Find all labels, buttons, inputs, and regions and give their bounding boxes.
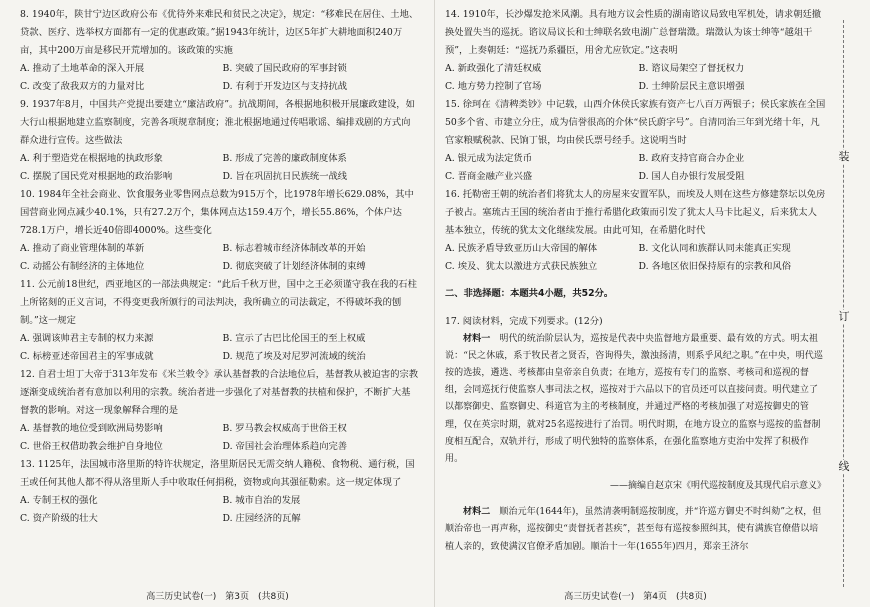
option-c: C. 埃及、犹太以激进方式获民族独立 bbox=[445, 261, 598, 272]
option-d: D. 庄园经济的瓦解 bbox=[222, 513, 301, 524]
option-c: C. 摆脱了国民党对根据地的政治影响 bbox=[20, 171, 173, 182]
option-c: C. 世俗王权借助教会维护自身地位 bbox=[20, 441, 163, 452]
material-1-label: 材料一 bbox=[463, 333, 491, 344]
question-16-options bbox=[445, 240, 826, 276]
option-a: A. 基督教的地位受到欧洲局势影响 bbox=[20, 423, 163, 434]
option-d: D. 旨在巩固抗日民族统一战线 bbox=[222, 171, 348, 182]
option-d: D. 帝国社会治理体系趋向完善 bbox=[222, 441, 348, 452]
question-15-options bbox=[445, 150, 826, 186]
option-c: C. 地方势力控制了官场 bbox=[445, 81, 542, 92]
question-13-stem: 13. 1125年，法国城市洛里斯的特许状规定，洛里斯居民无需交纳人籍税、食物税、通行税，国王或任何其他人都不得从洛里斯人手中收取任何捐税，资物或向其强征勒索。这一规定体现了 bbox=[20, 459, 415, 488]
option-a: A. 民族矛盾导致亚历山大帝国的解体 bbox=[445, 243, 598, 254]
question-8-stem: 8. 1940年，陕甘宁边区政府公布《优待外来难民和贫民之决定》，规定：“移难民在居住、土地、贷款、医疗、选举权方面都有一定的优惠政策。”据1943年统计，边区5年扩大耕地面积240万亩，其中200万亩是移民开荒增加的。该政策的实施 bbox=[20, 9, 419, 56]
option-a: A. 银元成为法定货币 bbox=[445, 153, 532, 164]
option-b: B. 城市自治的发展 bbox=[222, 495, 301, 506]
material-2-label: 材料二 bbox=[463, 507, 491, 518]
question-14-options bbox=[445, 60, 826, 96]
option-c: C. 改变了敌我双方的力量对比 bbox=[20, 81, 145, 92]
question-11-options bbox=[20, 330, 419, 366]
option-d: D. 国人自办银行发展受阻 bbox=[638, 171, 745, 182]
question-16-stem: 16. 托勒密王朝的统治者们将犹太人的房屋来安置军队，而埃及人则在这些方修建祭坛以免房子被占。塞琉古王国的统治者由于推行希腊化政策而引发了犹太人马卡比起义，后来犹太人基本独立，传统的犹太文化继续发展。由此可知，在希腊化时代 bbox=[445, 189, 826, 236]
option-a: A. 推动了商业管理体制的革新 bbox=[20, 243, 145, 254]
option-d: D. 有利于开发边区与支持抗战 bbox=[222, 81, 348, 92]
question-13-options bbox=[20, 492, 419, 528]
option-c: C. 资产阶级的壮大 bbox=[20, 513, 98, 524]
option-b: B. 政府支持官商合办企业 bbox=[638, 153, 745, 164]
question-9-stem: 9. 1937年8月，中国共产党提出要建立“廉洁政府”。抗战期间，各根据地积极开展廉政建设，如大行山根据地建立监察制度，完善各项规章制度；淮北根据地通过传唱歌谣、编排戏剧的方式向群众进行宣传。这些做法 bbox=[20, 99, 415, 146]
material-2 bbox=[445, 504, 826, 556]
option-b: B. 形成了完善的廉政制度体系 bbox=[222, 153, 347, 164]
question-11-stem: 11. 公元前18世纪，西亚地区的一部法典规定：“此后千秋万世，国中之王必须谨守我在我的石柱上所铭刻的正义言词，不得变更我所颁行的司法判决，我所确立的司法裁定，不得破坏我的刨制。”这一规定 bbox=[20, 279, 417, 326]
option-b: B. 突破了国民政府的军事封锁 bbox=[222, 63, 347, 74]
question-17-stem: 17. 阅读材料，完成下列要求。(12分) bbox=[445, 315, 603, 327]
option-a: A. 专制王权的强化 bbox=[20, 495, 98, 506]
question-10-options bbox=[20, 240, 419, 276]
page-footer: 高三历史试卷(一) 第4页 (共8页) bbox=[564, 592, 707, 602]
section-heading: 二、非选择题：本题共4小题，共52分。 bbox=[445, 288, 614, 300]
option-d: D. 规范了埃及对尼罗河流域的统治 bbox=[222, 351, 366, 362]
binding-line bbox=[838, 20, 858, 587]
question-10-stem: 10. 1984年全社会商业、饮食服务业零售网点总数为915万个，比1978年增长629.08%，其中国营商业网点减少40.1%，只有27.2万个，集体网点达159.4万个，增长55.86%，个体户达728.1万户，增长近40倍即4000%。这些变化 bbox=[20, 189, 414, 236]
option-d: D. 彻底突破了计划经济体制的束缚 bbox=[222, 261, 366, 272]
option-b: B. 谘议局架空了督抚权力 bbox=[638, 63, 745, 74]
option-b: B. 宣示了古巴比伦国王的至上权威 bbox=[222, 333, 366, 344]
option-d: D. 各地区依旧保持原有的宗教和风俗 bbox=[638, 261, 791, 272]
option-a: A. 新政强化了清廷权威 bbox=[445, 63, 542, 74]
binding-char-xian: 线 bbox=[838, 460, 850, 473]
material-1-source: ——摘编自赵京宋《明代巡按制度及其现代启示意义》 bbox=[609, 481, 826, 492]
material-2-text: 顺治元年(1644年)，虽然清袭明制巡按制度，并“许巡方御史不时纠劾”之权，但顺治帝也一再声称，巡按御史“责督抚者甚疾”，甚至每有巡按参照纠其，使有满族官僚借以培植人亲的，致使满汉官僚矛盾加剧。顺治十一年(1655年)四月，郑亲王济尔 bbox=[445, 507, 822, 552]
option-c: C. 动摇公有制经济的主体地位 bbox=[20, 261, 145, 272]
material-1-text: 明代的统治阶层认为，巡按是代表中央监督地方最重要、最有效的方式。明太祖说：“民之休戚，系于牧民者之贤否，咨询得失，激浊扬清，则系乎风纪之职。”在中央，明代巡按的选拔，遴选、考核都由皇帝亲自负责；在地方，巡按有专门的监察、考核司和巡视的督组，会同巡抚行使监察人事司法之权，巡按对于六品以下的官员还可以直接问责。明代建立了以都察御史、监察御史、科道官为主的考核制度，并通过严格的考核加强了对巡按御史的管理，仅在英宗时期，就对25名巡按进行了治罚。明代时期，在地方设立的监察与巡按的监督制度相互配合，双轨并行，形成了明代独特的监察体系，在强化监察地方吏治中发挥了积极作用。 bbox=[445, 333, 824, 465]
option-d: D. 士绅阶层民主意识增强 bbox=[638, 81, 745, 92]
question-15-stem: 15. 徐珂在《清稗类钞》中记载，山西介休侯氏家族有资产七八百万两银子；侯氏家族在全国50多个省、市建立分庄，成为信誉很高的介休“侯氏蔚字号”。自清同治三年到光绪十年，凡官家粮赋税款、民饷丁银，均由侯氏票号经手。这说明当时 bbox=[445, 99, 826, 146]
binding-char-zhuang: 装 bbox=[838, 150, 850, 163]
question-8-options bbox=[20, 60, 419, 96]
option-b: B. 罗马教会权威高于世俗王权 bbox=[222, 423, 347, 434]
option-c: C. 晋商金融产业兴盛 bbox=[445, 171, 533, 182]
question-12-stem: 12. 自君士坦丁大帝于313年发布《米兰敕令》承认基督教的合法地位后，基督教从被迫害的宗教逐渐变成统治者有意加以利用的宗教。统治者进一步强化了对基督教的扶植和保护，不断扩大基督教的影响。对这一现象解释合理的是 bbox=[20, 369, 419, 416]
option-a: A. 强调该帅君主专制的权力来源 bbox=[20, 333, 154, 344]
option-a: A. 利于塑造党在根据地的执政形象 bbox=[20, 153, 163, 164]
question-14-stem: 14. 1910年，长沙爆发抢米风潮。具有地方议会性质的湖南谘议局致电军机处，请求朝廷撤换处置失当的巡抚。谘议局议长和士绅联名致电湖广总督瑞澂。瑞澂认为该士绅等“越俎干预”，上奏朝廷：“巡抚乃系疆臣，用舍尤应钦定。”这表明 bbox=[445, 9, 822, 56]
question-12-options bbox=[20, 420, 419, 456]
option-b: B. 标志着城市经济体制改革的开始 bbox=[222, 243, 366, 254]
page-footer: 高三历史试卷(一) 第3页 (共8页) bbox=[146, 592, 289, 602]
binding-char-ding: 订 bbox=[838, 310, 850, 323]
option-c: C. 标榜亚述帝国君主的军事成就 bbox=[20, 351, 154, 362]
option-a: A. 推动了土地革命的深入开展 bbox=[20, 63, 145, 74]
exam-page-4 bbox=[435, 0, 870, 607]
question-9-options bbox=[20, 150, 419, 186]
option-b: B. 文化认同和族群认同未能真正实现 bbox=[638, 243, 791, 254]
material-1 bbox=[445, 331, 826, 469]
